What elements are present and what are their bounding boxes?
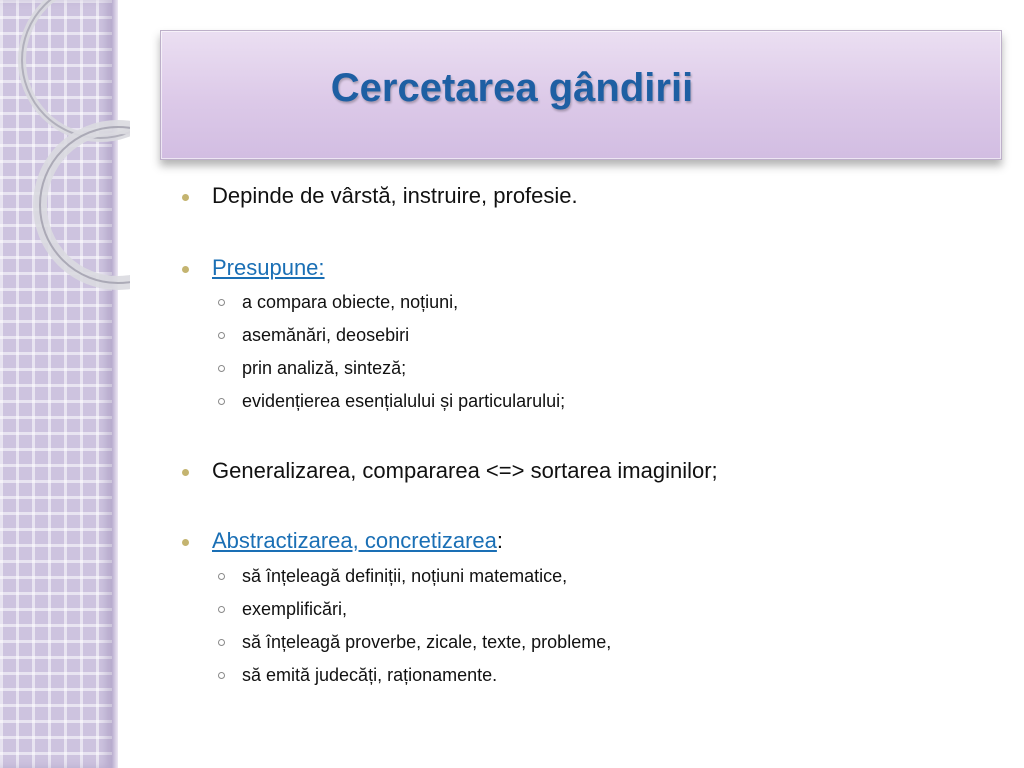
sub-text: să înțeleagă definiții, noțiuni matematice,	[242, 566, 568, 586]
sub-text: exemplificări,	[242, 599, 348, 619]
bullet-dot-icon	[182, 469, 189, 476]
bullet-dot-icon	[182, 539, 189, 546]
sub-bullet-icon	[218, 573, 225, 580]
sub-bullet-icon	[218, 365, 225, 372]
bullet-text	[212, 529, 503, 553]
page-title: Cercetarea gândirii	[330, 66, 694, 110]
sub-bullet-icon	[218, 606, 225, 613]
abstractizarea-link[interactable]: Abstractizarea, concretizarea	[212, 528, 497, 553]
sub-text: evidențierea esențialului și particularului;	[242, 391, 566, 411]
sub-text: să înțeleagă proverbe, zicale, texte, probleme,	[242, 632, 612, 652]
bullet-text: Depinde de vârstă, instruire, profesie.	[212, 183, 578, 208]
decorative-rings	[0, 0, 130, 290]
sub-bullet-icon	[218, 299, 225, 306]
sub-bullet-icon	[218, 398, 225, 405]
presupune-link[interactable]: Presupune:	[212, 255, 325, 280]
sub-text: a compara obiecte, noțiuni,	[242, 292, 459, 312]
sub-text: să emită judecăți, raționamente.	[242, 665, 498, 685]
sub-bullet-icon	[218, 332, 225, 339]
bullet-text	[212, 256, 325, 280]
bullet-dot-icon	[182, 194, 189, 201]
sub-bullet-icon	[218, 639, 225, 646]
sub-text: prin analiză, sinteză;	[242, 358, 407, 378]
colon-text: :	[496, 528, 504, 553]
bullet-text: Generalizarea, compararea <=> sortarea imaginilor;	[212, 458, 718, 483]
sub-bullet-icon	[218, 672, 225, 679]
bullet-dot-icon	[182, 266, 189, 273]
sub-text: asemănări, deosebiri	[242, 325, 410, 345]
